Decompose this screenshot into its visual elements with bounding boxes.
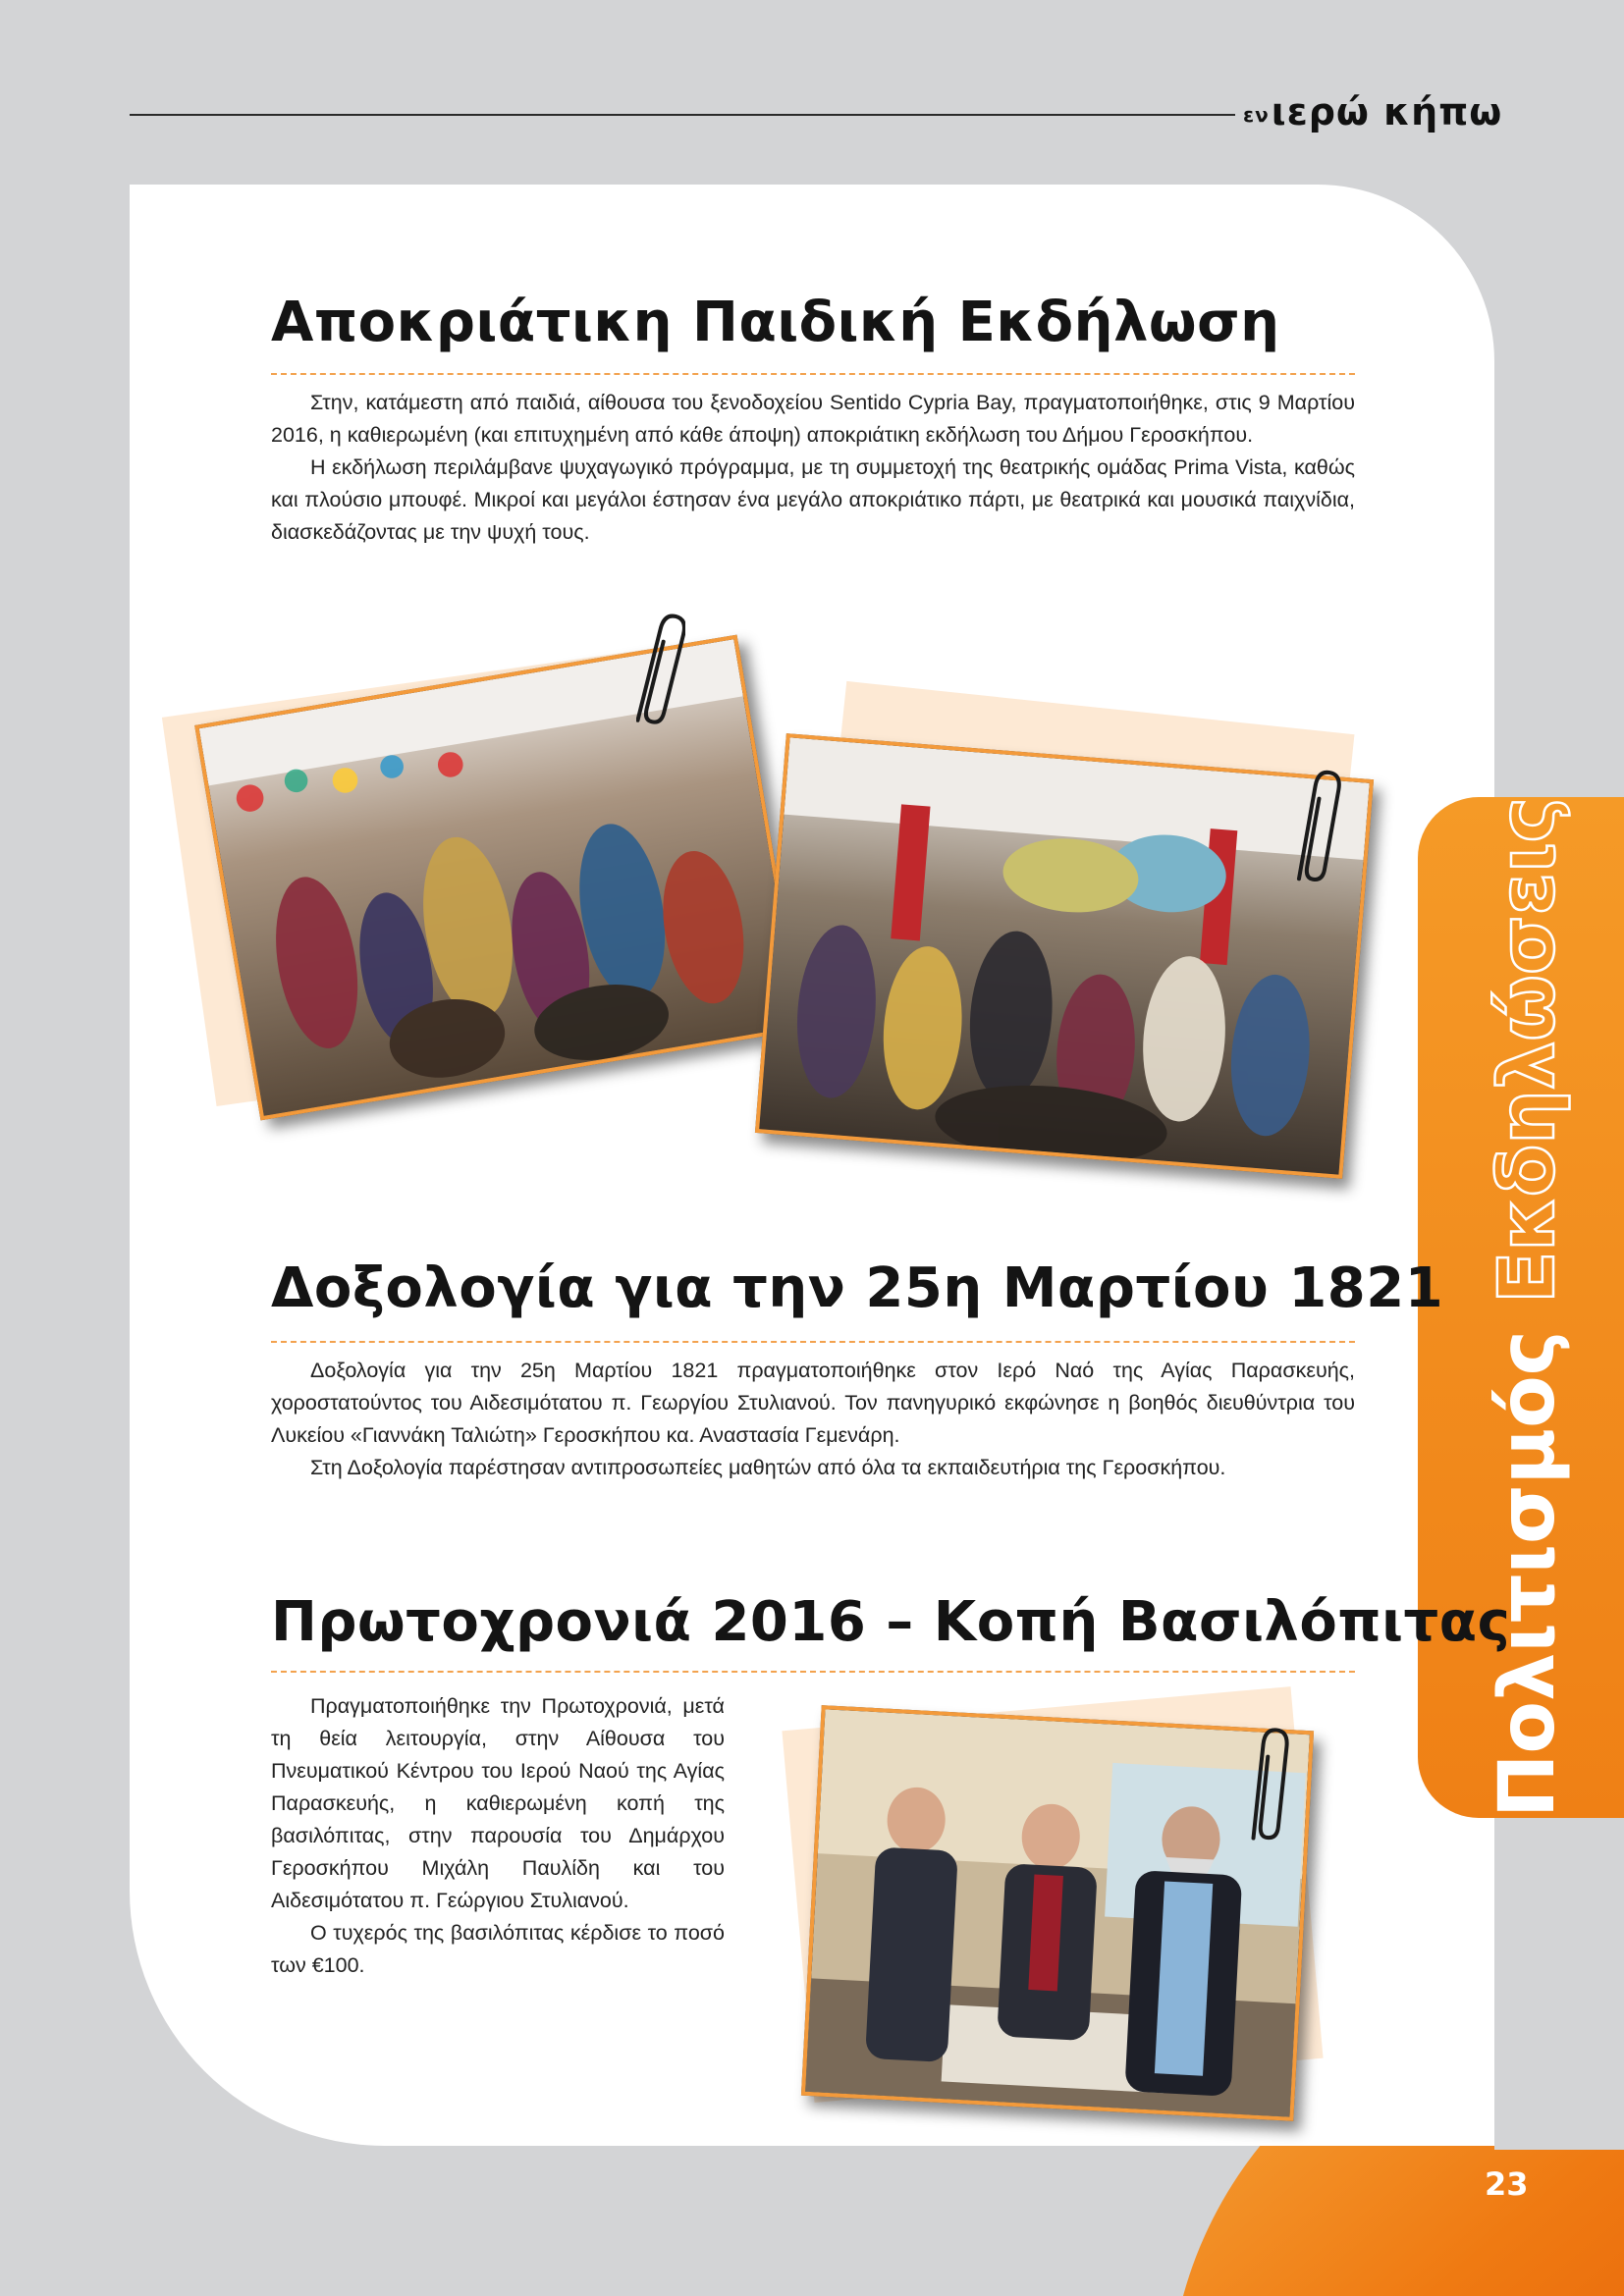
vasilopita-cutting-image [805, 1709, 1310, 2116]
carnival-dance-image [759, 737, 1370, 1174]
paperclip-icon [636, 609, 685, 736]
section-label [1484, 797, 1572, 1818]
article-title-vasilopita: Πρωτοχρονιά 2016 – Κοπή Βασιλόπιτας [271, 1590, 1511, 1654]
carnival-photo-2 [755, 733, 1374, 1179]
title-divider [271, 373, 1355, 375]
carnival-party-image [199, 639, 798, 1116]
paperclip-icon [1245, 1724, 1294, 1851]
article-body-doxology [271, 1355, 1355, 1484]
article-body-vasilopita [271, 1690, 725, 1982]
paragraph: Πραγματοποιήθηκε την Πρωτοχρονιά, μετά τη θεία λειτουργία, στην Αίθουσα του Πνευματικού Κέντρου του Ιερού Ναού της Αγίας Παρασκευής, η καθιερωμένη κοπή της βασιλόπιτας, στην παρουσία του Δημάρχου Γεροσκήπου Μιχάλη Παυλίδη και του Αιδεσιμότατου π. Γεώργιου Στυλιανού. [271, 1694, 725, 1912]
magazine-masthead [1243, 90, 1502, 133]
paperclip-icon [1294, 766, 1343, 893]
paragraph: Η εκδήλωση περιλάμβανε ψυχαγωγικό πρόγραμμα, με τη συμμετοχή της θεατρικής ομάδας Prima Vista, καθώς και πλούσιο μπουφέ. Μικροί και μεγάλοι έστησαν ένα μεγάλο αποκριάτικο πάρτι, με θεατρικά και μουσικά παιχνίδια, διασκεδάζοντας με την ψυχή τους. [271, 455, 1355, 544]
paragraph: Δοξολογία για την 25η Μαρτίου 1821 πραγματοποιήθηκε στον Ιερό Ναό της Αγίας Παρασκευής, χοροστατούντος του Αιδεσιμότατου π. Γεωργίου Στυλιανού. Τον πανηγυρικό εκφώνησε η βοηθός διευθύντρια του Λυκείου «Γιαννάκη Ταλιώτη» Γεροσκήπου κα. Αναστασία Γεμενάρη. [271, 1359, 1355, 1447]
article-title-carnival: Αποκριάτικη Παιδική Εκδήλωση [271, 291, 1280, 354]
article-body-carnival [271, 387, 1355, 549]
vasilopita-photo [801, 1705, 1314, 2121]
masthead-prefix: εν [1243, 102, 1270, 127]
paragraph: Στη Δοξολογία παρέστησαν αντιπροσωπείες μαθητών από όλα τα εκπαιδευτήρια της Γεροσκήπου. [310, 1456, 1226, 1479]
paragraph: Ο τυχερός της βασιλόπιτας κέρδισε το ποσό των €100. [271, 1921, 725, 1977]
header-rule [130, 114, 1235, 116]
paragraph: Στην, κατάμεστη από παιδιά, αίθουσα του ξενοδοχείου Sentido Cypria Bay, πραγματοποιήθηκε, στις 9 Μαρτίου 2016, η καθιερωμένη (και επιτυχημένη από κάθε άποψη) αποκριάτικη εκδήλωση του Δήμου Γεροσκήπου. [271, 391, 1355, 447]
title-divider [271, 1341, 1355, 1343]
article-title-doxology: Δοξολογία για την 25η Μαρτίου 1821 [271, 1256, 1444, 1320]
section-label-word2: Εκδηλώσεις [1484, 797, 1572, 1304]
masthead-title: ιερώ κήπω [1271, 90, 1503, 133]
page-number: 23 [1485, 2165, 1529, 2203]
corner-background [1494, 1993, 1624, 2150]
section-label-word1: Πολιτισμός [1484, 1330, 1572, 1818]
title-divider [271, 1671, 1355, 1673]
